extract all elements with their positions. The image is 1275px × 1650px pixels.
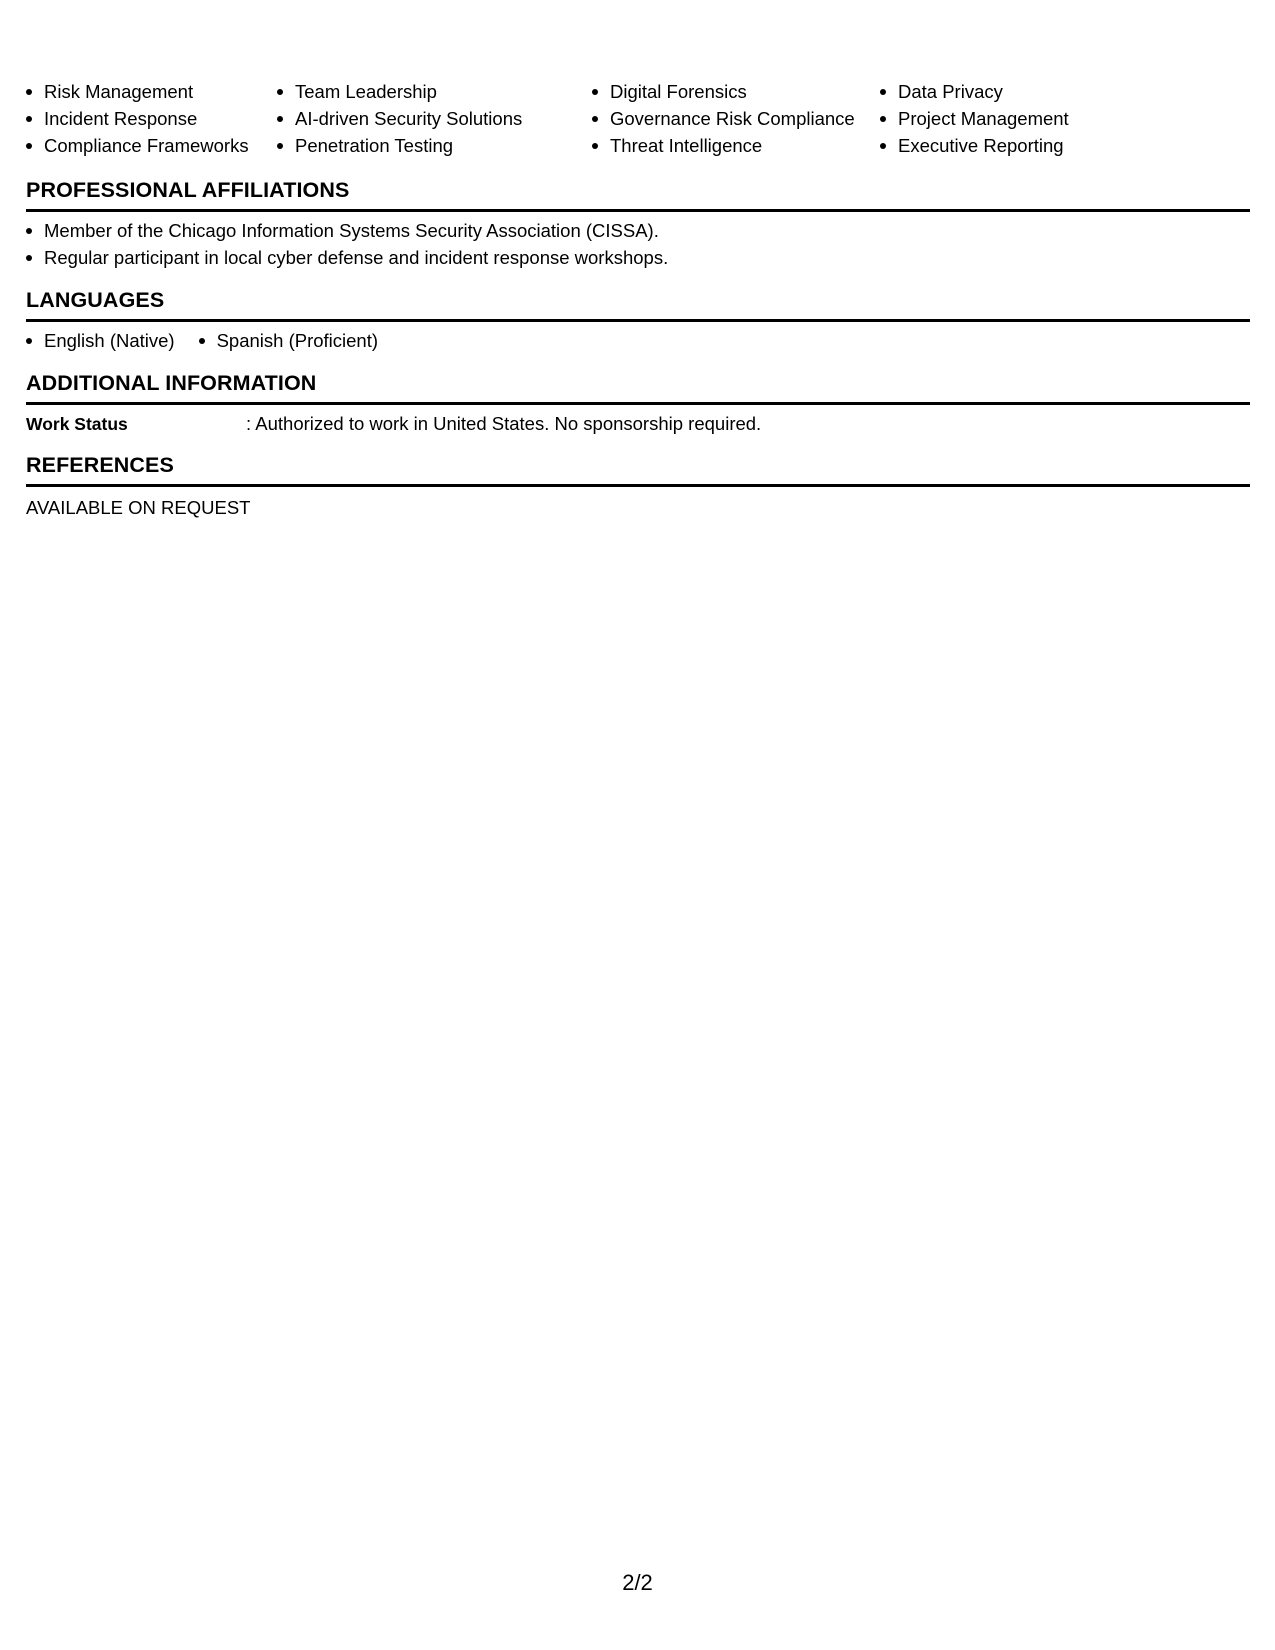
skill-item: Threat Intelligence	[592, 132, 855, 159]
skill-item: Data Privacy	[880, 78, 1069, 105]
additional-info-section	[26, 369, 1250, 437]
skills-column-1	[26, 78, 249, 159]
skill-item: Compliance Frameworks	[26, 132, 249, 159]
work-status-row	[26, 411, 1250, 437]
section-divider	[26, 209, 1250, 212]
skill-item: Risk Management	[26, 78, 249, 105]
affiliations-list	[26, 217, 1250, 271]
skills-column-4	[880, 78, 1069, 159]
skill-item: Project Management	[880, 105, 1069, 132]
section-divider	[26, 484, 1250, 487]
languages-list	[26, 327, 1250, 354]
skill-item: Penetration Testing	[277, 132, 522, 159]
section-divider	[26, 319, 1250, 322]
languages-heading: LANGUAGES	[26, 288, 165, 312]
skill-item: Governance Risk Compliance	[592, 105, 855, 132]
skill-item: AI-driven Security Solutions	[277, 105, 522, 132]
affiliation-item: Member of the Chicago Information Systems Security Association (CISSA).	[26, 217, 1250, 244]
language-item: Spanish (Proficient)	[199, 327, 378, 354]
skills-column-2	[277, 78, 522, 159]
skills-grid	[0, 78, 1275, 162]
skills-column-3	[592, 78, 855, 159]
skill-item: Digital Forensics	[592, 78, 855, 105]
section-divider	[26, 402, 1250, 405]
references-heading: REFERENCES	[26, 453, 174, 477]
skill-item: Executive Reporting	[880, 132, 1069, 159]
affiliations-section	[26, 176, 1250, 271]
affiliation-item: Regular participant in local cyber defense and incident response workshops.	[26, 244, 1250, 271]
skill-item: Incident Response	[26, 105, 249, 132]
language-item: English (Native)	[26, 327, 175, 354]
work-status-value: : Authorized to work in United States. No sponsorship required.	[246, 413, 762, 434]
page-number: 2/2	[622, 1570, 653, 1595]
references-text: AVAILABLE ON REQUEST	[26, 497, 251, 518]
work-status-label: Work Status	[26, 414, 128, 434]
additional-info-heading: ADDITIONAL INFORMATION	[26, 371, 317, 395]
affiliations-heading: PROFESSIONAL AFFILIATIONS	[26, 178, 350, 202]
languages-section	[26, 286, 1250, 354]
skill-item: Team Leadership	[277, 78, 522, 105]
references-section	[26, 451, 1250, 521]
